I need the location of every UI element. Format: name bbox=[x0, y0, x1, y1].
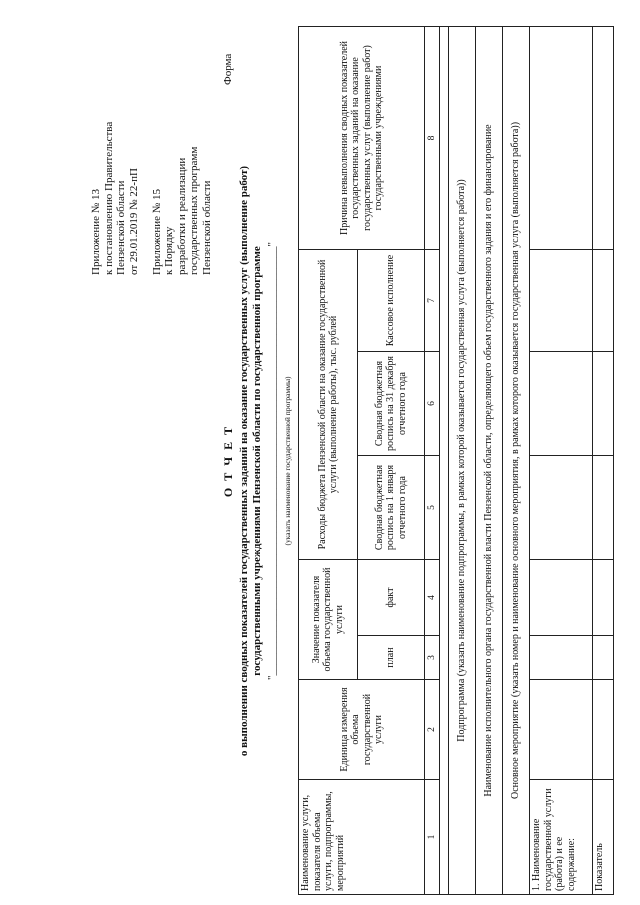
header-cash: Кассовое исполнение bbox=[358, 249, 425, 351]
empty-cell bbox=[593, 249, 614, 351]
indicator-row bbox=[593, 26, 614, 894]
appendix-line: разработки и реализации bbox=[175, 157, 188, 275]
appendix-line: Приложение № 15 bbox=[150, 188, 163, 275]
subprogram-cell: Подпрограмма (указать наименование подпрограммы, в рамках которой оказывается государственная услуга (выполняется работа)) bbox=[449, 26, 476, 894]
appendix-line: Приложение № 13 bbox=[90, 188, 102, 275]
column-number: 2 bbox=[425, 680, 440, 780]
program-name-hint: (указать наименование государственной программы) bbox=[283, 376, 292, 546]
empty-cell bbox=[593, 680, 614, 780]
form-label: Форма bbox=[222, 53, 234, 85]
column-number-row bbox=[425, 26, 440, 894]
empty-cell bbox=[530, 560, 593, 636]
executive-row bbox=[476, 26, 503, 894]
report-table bbox=[298, 26, 614, 895]
header-name: Наименование услуги, показателя объема услуги, подпрограммы, мероприятий bbox=[299, 780, 425, 895]
empty-cell bbox=[530, 249, 593, 351]
empty-cell bbox=[530, 456, 593, 560]
appendix-block bbox=[90, 25, 214, 275]
indicator-cell: Показатель bbox=[593, 780, 614, 895]
column-number: 6 bbox=[425, 352, 440, 456]
header-expenses: Расходы бюджета Пензенской области на оказание государственной услуги (выполнение работы), тыс. рублей bbox=[299, 249, 358, 559]
column-number: 8 bbox=[425, 26, 440, 249]
empty-cell bbox=[530, 636, 593, 680]
column-number: 1 bbox=[425, 780, 440, 895]
measure-cell: Основное мероприятие (указать номер и наименование основного мероприятия, в рамках которого оказывается государственная услуга (выполняется работа)) bbox=[503, 26, 530, 894]
empty-cell bbox=[530, 352, 593, 456]
empty-cell bbox=[593, 456, 614, 560]
program-name-line: "______________________________________________________________________________" bbox=[266, 242, 278, 680]
header-unit: Единица измерения объема государственной услуги bbox=[299, 680, 425, 780]
subprogram-row bbox=[449, 26, 476, 894]
spacer-row bbox=[440, 26, 449, 894]
report-title: О Т Ч Е Т bbox=[221, 424, 235, 498]
column-number: 7 bbox=[425, 249, 440, 351]
subtitle-line: о выполнении сводных показателей государственных заданий на оказание государственных услуг (выполнение работ) bbox=[238, 165, 250, 757]
service-row bbox=[530, 26, 593, 894]
appendix-line: к постановлению Правительства bbox=[102, 121, 115, 275]
empty-cell bbox=[593, 636, 614, 680]
header-reason: Причина невыполнения сводных показателей государственных заданий на оказание государственных услуг (выполнение работ) государственными учреждениями bbox=[299, 26, 425, 249]
header-jan: Сводная бюджетная роспись на 1 января отчетного года bbox=[358, 456, 425, 560]
appendix-line: Пензенской области bbox=[115, 180, 128, 275]
header-dec: Сводная бюджетная роспись на 31 декабря отчетного года bbox=[358, 352, 425, 456]
empty-cell bbox=[593, 26, 614, 249]
appendix-line: государственных программ bbox=[188, 146, 201, 275]
empty-cell bbox=[593, 560, 614, 636]
column-number: 3 bbox=[425, 636, 440, 680]
empty-cell bbox=[593, 352, 614, 456]
empty-cell bbox=[530, 26, 593, 249]
header-row bbox=[299, 26, 358, 894]
service-cell: 1. Наименование государственной услуги (работа) и ее содержание: bbox=[530, 780, 593, 895]
appendix-line: к Порядку bbox=[163, 226, 176, 275]
header-plan: план bbox=[358, 636, 425, 680]
measure-row bbox=[503, 26, 530, 894]
column-number: 4 bbox=[425, 560, 440, 636]
empty-cell bbox=[530, 680, 593, 780]
appendix-line: Пензенской области bbox=[201, 180, 214, 275]
header-value: Значение показателя объема государственной услуги bbox=[299, 560, 358, 680]
subtitle-line: государственными учреждениями Пензенской области по государственной программе bbox=[251, 246, 264, 676]
report-subtitle bbox=[238, 27, 264, 895]
header-fact: факт bbox=[358, 560, 425, 636]
column-number: 5 bbox=[425, 456, 440, 560]
executive-cell: Наименование исполнительного органа государственной власти Пензенской области, определяющего объем государственного задания и его финансирование bbox=[476, 26, 503, 894]
appendix-line: от 29.01.2019 № 22-пП bbox=[127, 168, 140, 275]
